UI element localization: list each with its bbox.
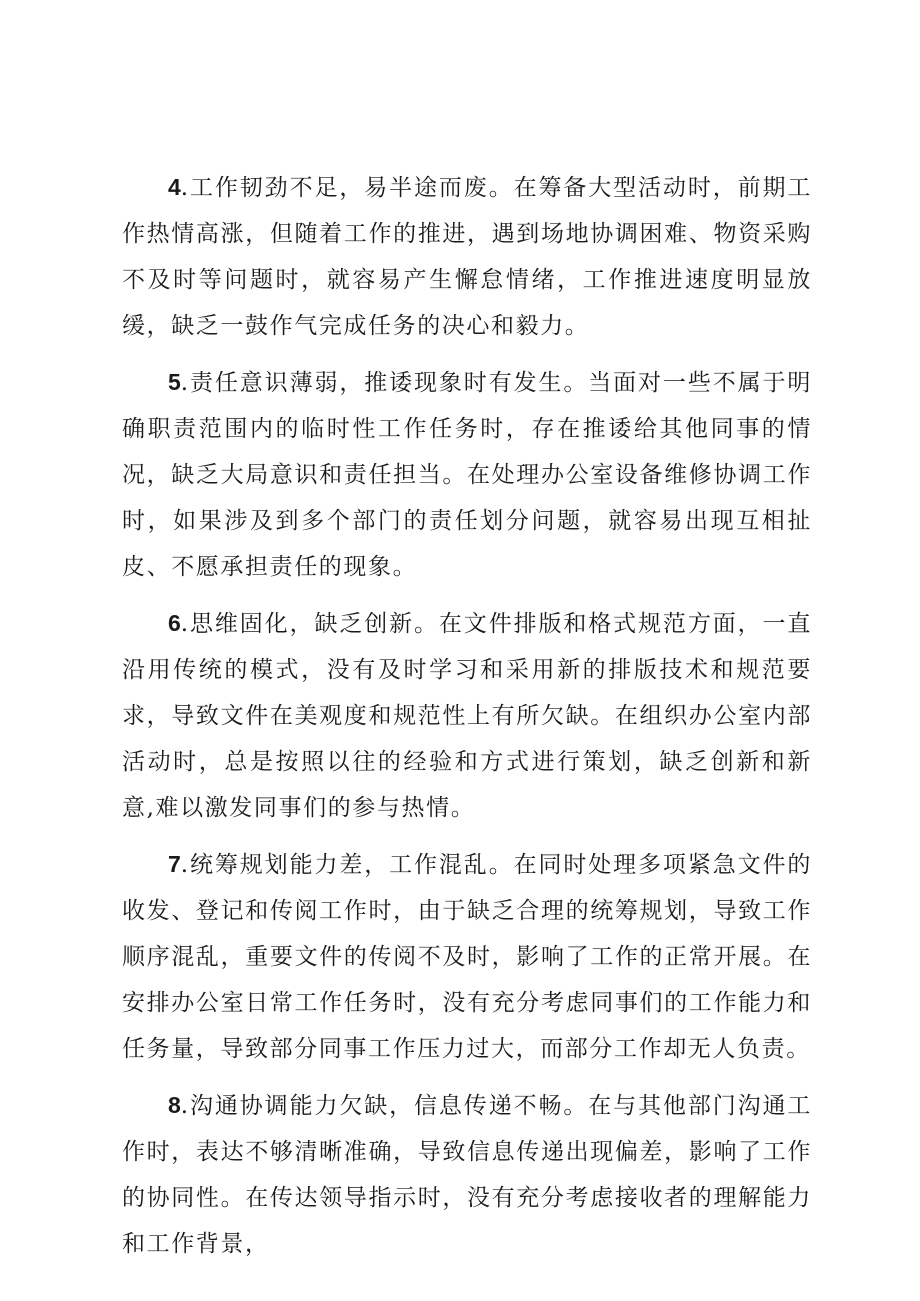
item-number: 5	[168, 369, 181, 395]
item-number: 6	[168, 610, 181, 636]
paragraph-text: .工作韧劲不足，易半途而废。在筹备大型活动时，前期工作热情高涨，但随着工作的推进，遇到场地协调困难、物资采购不及时等问题时，就容易产生懈怠情绪，工作推进速度明显放缓，缺乏一鼓作气完成任务的决心和毅力。	[122, 175, 812, 339]
item-number: 4	[168, 174, 181, 200]
item-number: 8	[168, 1092, 181, 1118]
document-body	[122, 164, 812, 1277]
paragraph-item-5	[122, 359, 812, 590]
paragraph-item-6	[122, 600, 812, 831]
paragraph-item-7	[122, 841, 812, 1072]
paragraph-item-4	[122, 164, 812, 349]
paragraph-text: .沟通协调能力欠缺，信息传递不畅。在与其他部门沟通工作时，表达不够清晰准确，导致信息传递出现偏差，影响了工作的协同性。在传达领导指示时，没有充分考虑接收者的理解能力和工作背景，	[122, 1093, 812, 1257]
paragraph-item-8	[122, 1082, 812, 1267]
item-number: 7	[168, 851, 181, 877]
paragraph-text: .思维固化，缺乏创新。在文件排版和格式规范方面，一直沿用传统的模式，没有及时学习和采用新的排版技术和规范要求，导致文件在美观度和规范性上有所欠缺。在组织办公室内部活动时，总是按照以往的经验和方式进行策划，缺乏创新和新意,难以激发同事们的参与热情。	[122, 611, 812, 821]
paragraph-text: .统筹规划能力差，工作混乱。在同时处理多项紧急文件的收发、登记和传阅工作时，由于缺乏合理的统筹规划，导致工作顺序混乱，重要文件的传阅不及时，影响了工作的正常开展。在安排办公室日常工作任务时，没有充分考虑同事们的工作能力和任务量，导致部分同事工作压力过大，而部分工作却无人负责。	[122, 852, 812, 1062]
paragraph-text: .责任意识薄弱，推诿现象时有发生。当面对一些不属于明确职责范围内的临时性工作任务时，存在推诿给其他同事的情况，缺乏大局意识和责任担当。在处理办公室设备维修协调工作时，如果涉及到多个部门的责任划分问题，就容易出现互相扯皮、不愿承担责任的现象。	[122, 370, 812, 580]
